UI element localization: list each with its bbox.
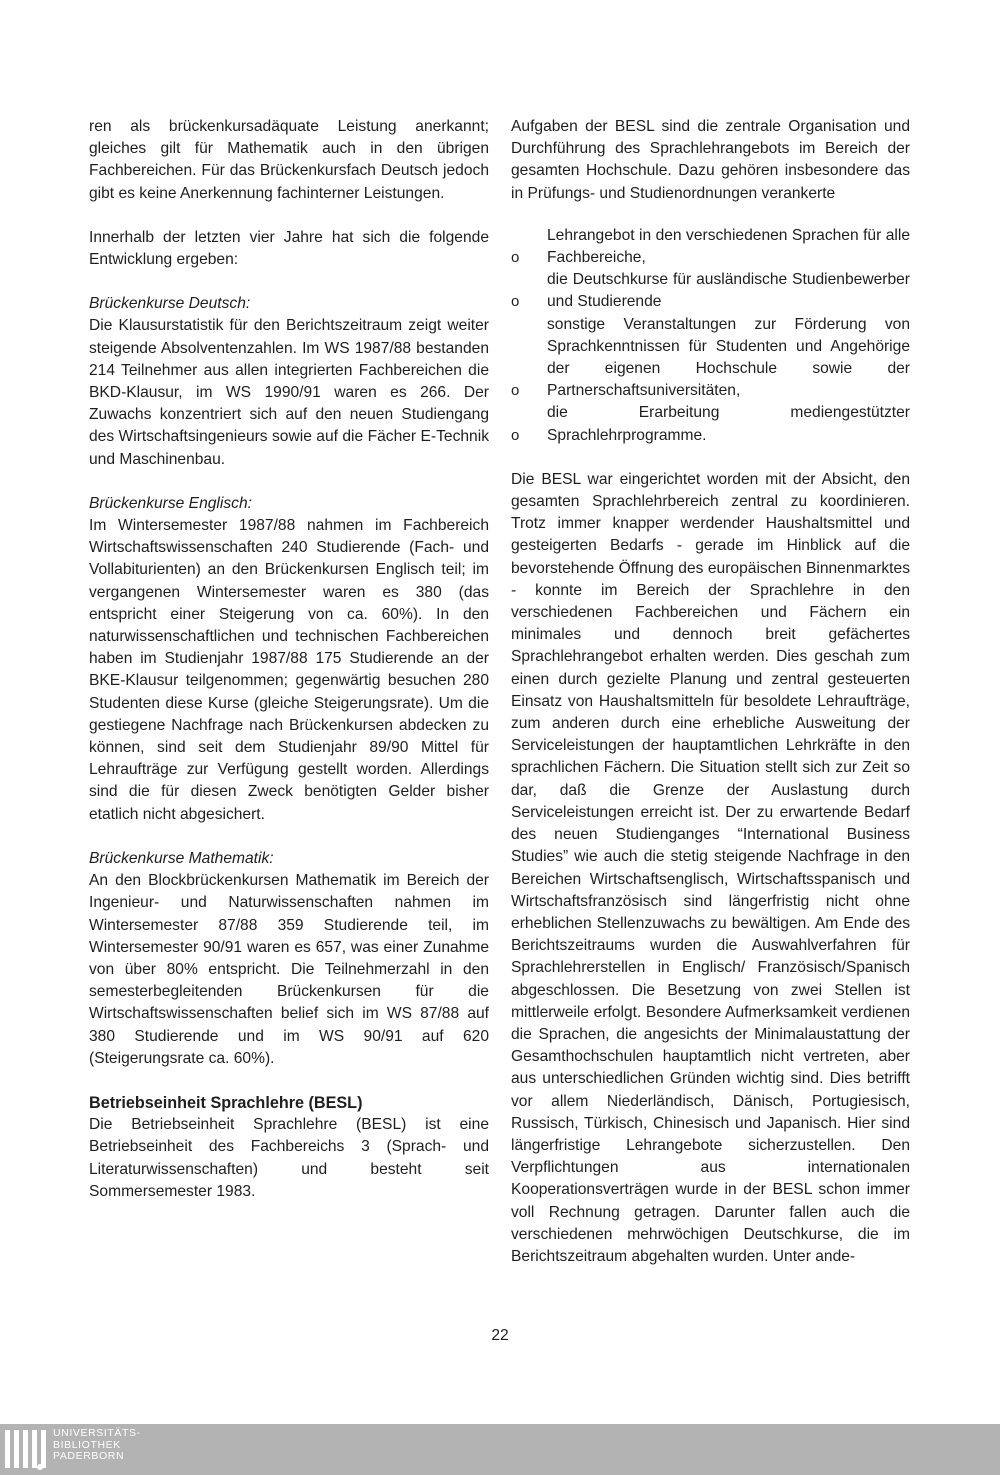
paragraph-besl-tasks: Aufgaben der BESL sind die zentrale Organisation und Durchführung des Sprachlehrangebots im Bereich der gesamten Hochschule. Dazu gehören insbesondere das in Prüfungs- und Studienordnungen verankerte <box>511 118 910 202</box>
paragraph-mathematik: An den Blockbrückenkursen Mathematik im Bereich der Ingenieur- und Naturwissenschaften nahmen im Wintersemester 87/88 359 Studierende teil, im Wintersemester 90/91 waren es 657, was einer Zunahme von über 80% entspricht. Die Teilnehmerzahl in den semesterbegleitenden Brückenkursen für die Wirtschaftswissenschaften belief sich im WS 87/88 auf 380 Studierende und im WS 90/91 auf 620 (Steigerungsrate ca. 60%). <box>89 872 489 1067</box>
subheading-brueckenkurse-mathematik: Brückenkurse Mathematik: <box>89 849 274 867</box>
paragraph-besl-body: Die BESL war eingerichtet worden mit der Absicht, den gesamten Sprachlehrbereich zentral zu koordinieren. Trotz immer knapper werdender Haushaltsmittel und gesteigerten Bedarfs - gerade im Hinblick auf die bevorstehende Öffnung des europäischen Binnenmarktes - konnte im Bereich der Sprachlehre in den verschiedenen Fachbereichen und Fächern ein minimales und dennoch breit gefächertes Sprachlehrangebot erhalten werden. Dies geschah zum einen durch gezielte Planung und zentral gesteuerten Einsatz von Haushaltsmitteln für besoldete Lehraufträge, zum anderen durch eine erhebliche Ausweitung der Serviceleistungen der hauptamtlichen Lehrkräfte in den sprachlichen Fächern. Die Situation stellt sich zur Zeit so dar, daß die Grenze der Auslastung durch Serviceleistungen erreicht ist. Der zu erwartende Bedarf des neuen Studienganges “International Business Studies” wie auch die stetig steigende Nachfrage in den Bereichen Wirtschaftsenglisch, Wirtschaftsspanisch und Wirtschaftsfranzösisch sind längerfristig nicht ohne erheblichen Stellenzuwachs zu bewältigen. Am Ende des Berichtszeitraums wurden die Auswahlverfahren für Sprachlehrerstellen in Englisch/ Französisch/Spanisch abgeschlossen. Die Besetzung von zwei Stellen ist mittlerweile erfolgt. Besondere Aufmerksamkeit verdienen die Sprachen, die angesichts der Minimalaustattung der Gesamthochschulen hauptamtlich nicht vertreten, aber aus unterschiedlichen Gründen wichtig sind. Dies betrifft vor allem Niederländisch, Dänisch, Portugiesisch, Russisch, Türkisch, Chinesisch und Japanisch. Hier sind längerfristige Lehrangebote sicherzustellen. Den Verpflichtungen aus internationalen Kooperationsverträgen wurde in der BESL schon immer voll Rechnung getragen. Darunter fallen auch die verschiedenen mehrwöchigen Deutschkurse, die im Berichtszeitraum abgehalten wurden. Unter ande- <box>511 470 910 1265</box>
list-item: o Lehrangebot in den verschiedenen Sprachen für alle Fachbereiche, <box>511 225 910 269</box>
library-name: UNIVERSITÄTS- BIBLIOTHEK PADERBORN <box>53 1427 141 1462</box>
bullet-circle-icon: o <box>511 249 520 267</box>
paragraph-deutsch: Die Klausurstatistik für den Berichtszeitraum zeigt weiter steigende Absolventenzahlen. Im WS 1987/88 bestanden 214 Teilnehmer aus allen integrierten Fachbereichen die BKD-Klausur, im WS 1990/91 waren es 266. Der Zuwachs konzentriert sich auf den neuen Studiengang des Wirtschaftsingenieurs sowie auf die Fächer E-Technik und Maschinenbau. <box>89 317 489 468</box>
list-item: o die Erarbeitung mediengestützter Sprachlehrprogramme. <box>511 402 910 446</box>
subheading-brueckenkurse-englisch: Brückenkurse Englisch: <box>89 494 252 512</box>
logo-dot-icon <box>37 1464 43 1470</box>
task-list <box>511 225 910 447</box>
page-number: 22 <box>491 1327 509 1344</box>
paragraph-development-intro: Innerhalb der letzten vier Jahre hat sich die folgende Entwicklung ergeben: <box>89 228 489 269</box>
bullet-circle-icon: o <box>511 382 520 400</box>
subheading-brueckenkurse-deutsch: Brückenkurse Deutsch: <box>89 295 251 313</box>
library-logo-icon <box>5 1430 46 1468</box>
paragraph-continuation: ren als brückenkursadäquate Leistung anerkannt; gleiches gilt für Mathematik auch in den übrigen Fachbereichen. Für das Brückenkursfach Deutsch jedoch gibt es keine Anerkennung fachinterner Leistungen. <box>89 118 489 202</box>
right-column <box>511 116 910 1268</box>
list-item: o sonstige Veranstaltungen zur Förderung von Sprachkenntnissen für Studenten und Angehörige der eigenen Hochschule sowie der Partnerschaftsuniversitäten, <box>511 314 910 403</box>
library-footer-bar <box>0 1424 1000 1475</box>
paragraph-englisch: Im Wintersemester 1987/88 nahmen im Fachbereich Wirtschaftswissenschaften 240 Studierende (Fach- und Vollabiturienten) an den Brückenkursen Englisch teil; im vergangenen Wintersemester waren es 380 (das entspricht einer Steigerung von ca. 60%). In den naturwissenschaftlichen und technischen Fachbereichen haben im Studienjahr 1987/88 175 Studierende an der BKE-Klausur teilgenommen; gegenwärtig besuchen 280 Studenten diese Kurse (gleiche Steigerungsrate). Um die gestiegene Nachfrage nach Brückenkursen abdecken zu können, sind seit dem Studienjahr 89/90 Mittel für Lehraufträge zur Verfügung gestellt worden. Allerdings sind die für diesen Zweck benötigten Gelder bisher etatlich nicht abgesichert. <box>89 517 489 823</box>
bullet-circle-icon: o <box>511 426 520 444</box>
list-item: o die Deutschkurse für ausländische Studienbewerber und Studierende <box>511 269 910 313</box>
paragraph-besl: Die Betriebseinheit Sprachlehre (BESL) ist eine Betriebseinheit des Fachbereichs 3 (Sprach- und Literaturwissenschaften) und besteht seit Sommersemester 1983. <box>89 1116 489 1200</box>
section-heading-besl: Betriebseinheit Sprachlehre (BESL) <box>89 1093 363 1112</box>
bullet-circle-icon: o <box>511 293 520 311</box>
left-column <box>89 116 489 1203</box>
